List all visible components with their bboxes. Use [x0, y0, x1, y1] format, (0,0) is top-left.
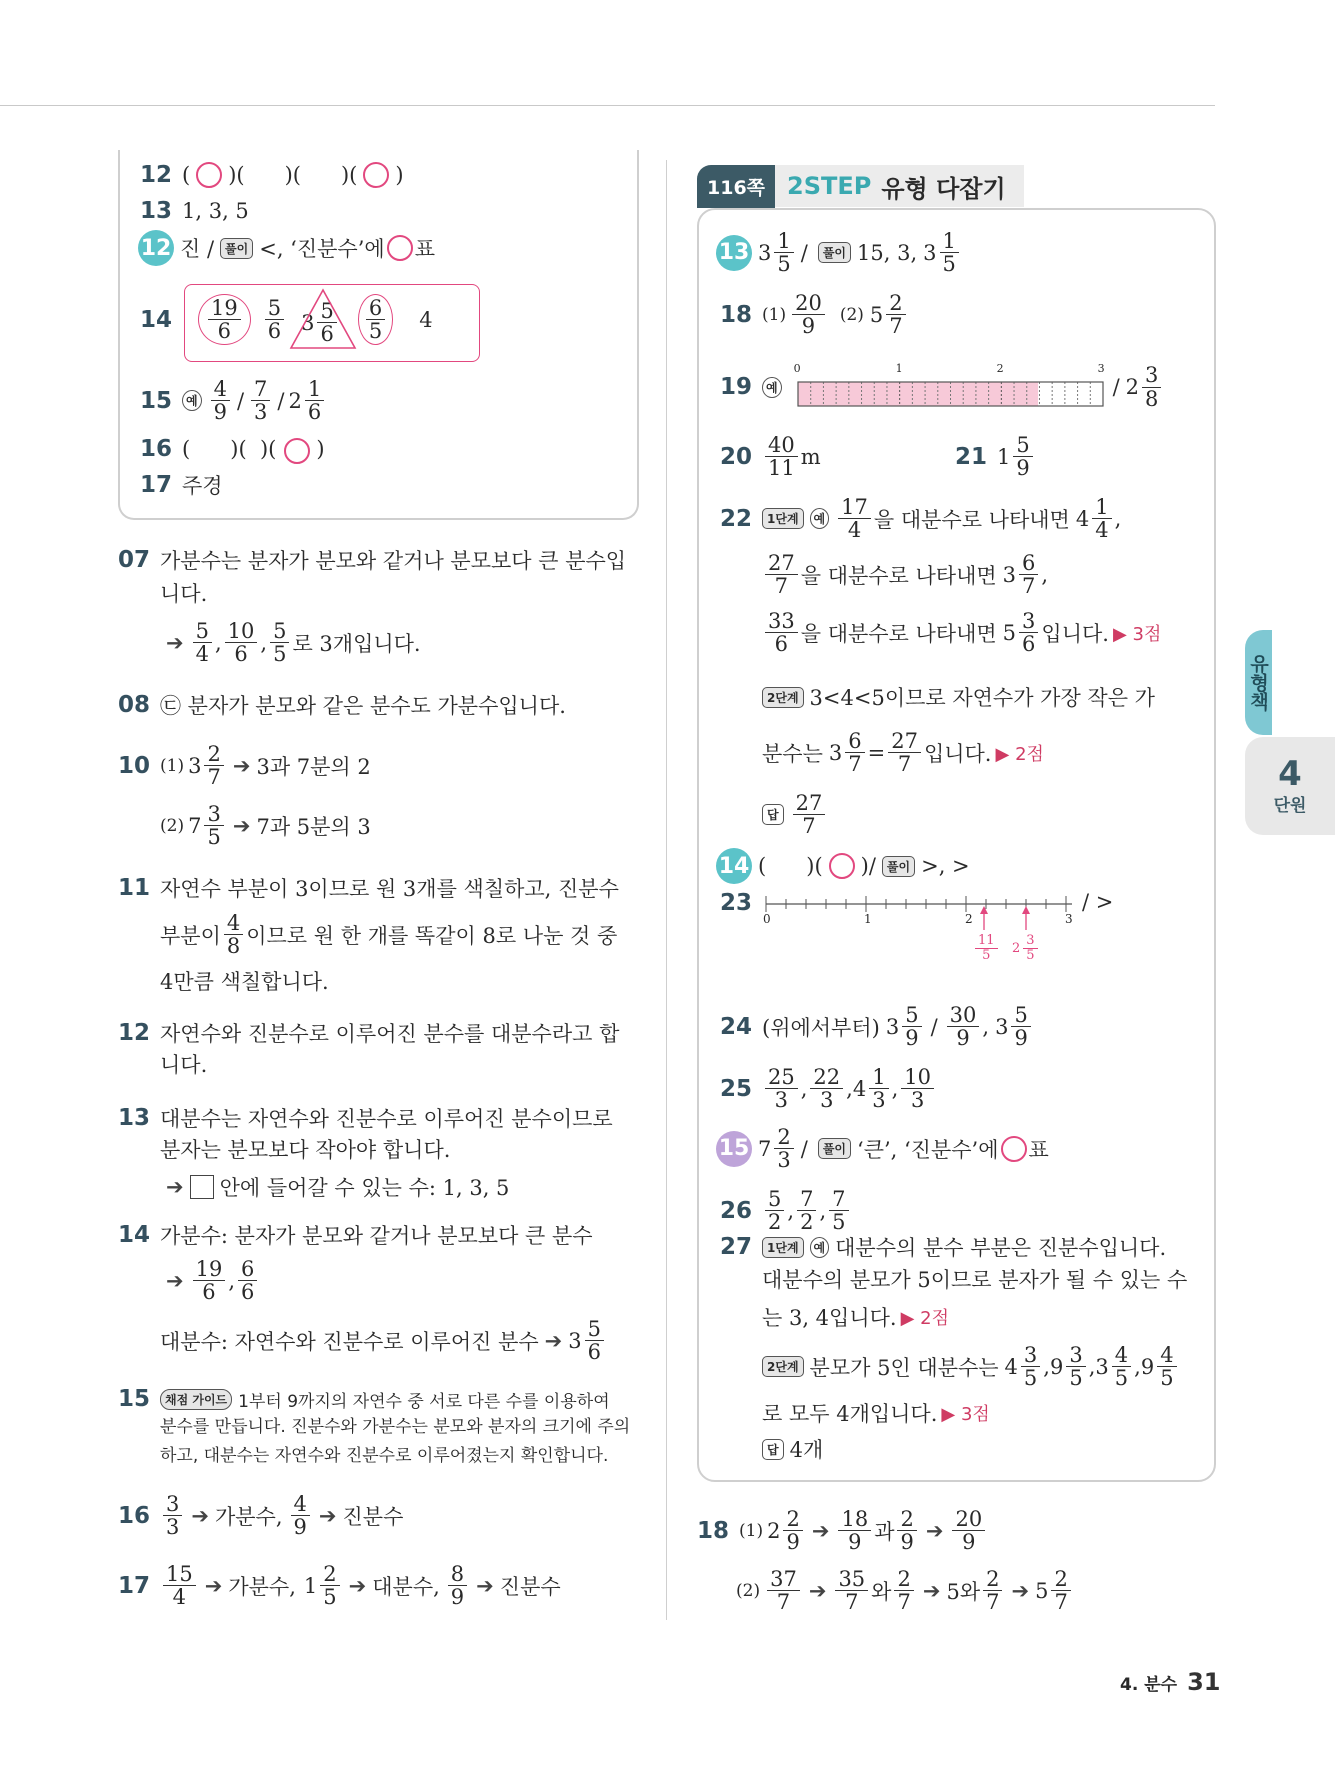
rb-row-22c: $\frac{33}{6}$ 을 대분수로 나타내면 5 $\frac{3}{6}$ 입니다. ▶ 3점	[762, 610, 1161, 655]
p07-line3: ➔ $\frac{5}{4}$ , $\frac{10}{6}$ , $\frac{5}{5}$ 로 3개입니다.	[166, 619, 421, 667]
rb-badge-14: 14 ( )( )/ 풀이 >, >	[716, 848, 970, 884]
p13-line1: 13 대분수는 자연수와 진분수로 이루어진 분수이므로	[118, 1105, 613, 1131]
bar-model	[792, 362, 1107, 412]
number-line: 0 1 2 3 $\frac{11}{5}$ 2 $\frac{3}{5}$	[762, 890, 1082, 990]
shaded-bar: 0 1 2 3	[792, 362, 1107, 412]
solution-tag: 풀이	[818, 242, 851, 263]
answer-tag: 답	[762, 804, 784, 825]
p07-line1: 07 가분수는 분자가 분모와 같거나 분모보다 큰 분수입	[118, 547, 627, 573]
rb-row-26: 26 $\frac{5}{2}$ , $\frac{7}{2}$ , $\frac{7}{5}$	[720, 1188, 852, 1233]
answer-tag: 답	[762, 1439, 784, 1460]
side-tabs	[1245, 630, 1335, 835]
page-number: 31	[1187, 1668, 1221, 1696]
rb-row-22f: 답 $\frac{27}{7}$	[762, 792, 828, 837]
lb-row-12: 12 ( )( )( )( )	[140, 162, 404, 188]
tab-unit[interactable]: 4 단원	[1245, 737, 1335, 835]
p15-line3: 하고, 대분수는 자연수와 진분수로 이루어졌는지 확인합니다.	[160, 1446, 609, 1466]
grading-guide-tag: 채점 가이드	[160, 1389, 232, 1410]
p11-line1: 11 자연수 부분이 3이므로 원 3개를 색칠하고, 진분수	[118, 875, 619, 901]
solution-tag: 풀이	[220, 238, 253, 259]
top-rule	[0, 105, 1215, 106]
p13-line2: 분자는 분모보다 작아야 합니다.	[160, 1138, 451, 1162]
tab-type-book[interactable]: 유형책	[1245, 630, 1272, 735]
rb-row-23: 23 0 1 2 3 $\frac{11}{5}$ 2 $\frac{3}{5}$ / >	[720, 890, 1113, 990]
p16: 16 $\frac{3}{3}$ ➔ 가분수, $\frac{4}{9}$ ➔ 진분수	[118, 1492, 404, 1540]
lb-row-13: 13 1, 3, 5	[140, 198, 249, 224]
p13-line3: ➔ 안에 들어갈 수 있는 수: 1, 3, 5	[166, 1175, 510, 1200]
rb-row-27d: 2단계 분모가 5인 대분수는 4 $\frac{3}{5}$ , 9 $\frac{3}{5}$ , 3 $\frac{4}{5}$ , 9 $\frac{4}{5}$	[762, 1344, 1180, 1389]
circle-mark-icon	[196, 162, 222, 188]
column-divider	[666, 160, 667, 1620]
circle-mark-icon	[284, 438, 310, 464]
rb-row-24: 24 (위에서부터) 3 $\frac{5}{9}$ / $\frac{30}{9}$ , 3 $\frac{5}{9}$	[720, 1004, 1034, 1049]
lb-row-16: 16 ( )( )( )	[140, 436, 325, 462]
rb-row-19: 19 예 0 1 2 3 / 2 $\frac{3}{8}$	[720, 362, 1164, 412]
p14-line1: 14 가분수: 분자가 분모와 같거나 분모보다 큰 분수	[118, 1222, 593, 1248]
badge-14: 14	[716, 848, 752, 884]
circle-mark-icon	[387, 235, 413, 261]
step2-tag: 2단계	[762, 1356, 804, 1377]
lb-row-14: 14 $\frac{19}{6}$ $\frac{5}{6}$ 3 $\frac{5}{6}$ $\frac{6}{5}$ 4	[140, 294, 433, 345]
badge-12: 12	[138, 230, 174, 266]
p11-line3: 4만큼 색칠합니다.	[160, 970, 329, 994]
example-tag: 예	[762, 377, 782, 398]
rb-row-27a: 27 1단계 예 대분수의 분수 부분은 진분수입니다.	[720, 1234, 1167, 1260]
section-header: 116쪽 2STEP 유형 다잡기	[697, 165, 1024, 207]
p14-line3: 대분수: 자연수와 진분수로 이루어진 분수 ➔ 3 $\frac{5}{6}$	[160, 1318, 607, 1363]
p14-line2: ➔ $\frac{19}{6}$ , $\frac{6}{6}$	[160, 1258, 260, 1303]
rb-row-27f: 답 4개	[762, 1434, 823, 1464]
rb-badge-15: 15 7 $\frac{2}{3}$ / 풀이 ‘큰’, ‘진분수’에 표	[716, 1126, 1049, 1171]
page-footer	[1120, 1668, 1220, 1696]
example-tag: 예	[810, 1237, 830, 1258]
lb-row-15: 15 예 $\frac{4}{9}$ / $\frac{7}{3}$ / 2 $\frac{1}{6}$	[140, 378, 327, 423]
p12-line1: 12 자연수와 진분수로 이루어진 분수를 대분수라고 합	[118, 1020, 620, 1046]
rb-row-22a: 22 1단계 예 $\frac{17}{4}$ 을 대분수로 나타내면 4 $\frac{1}{4}$ ,	[720, 495, 1122, 543]
step2-tag: 2단계	[762, 687, 804, 708]
circle-mark-icon	[363, 162, 389, 188]
example-tag: 예	[810, 508, 830, 529]
rb-row-27e: 로 모두 4개입니다. ▶ 3점	[762, 1402, 990, 1426]
blank-box-icon	[190, 1175, 214, 1199]
p10-2: (2) 7 $\frac{3}{5}$ ➔ 7과 5분의 3	[160, 802, 371, 850]
step1-tag: 1단계	[762, 508, 804, 529]
step1-tag: 1단계	[762, 1237, 804, 1258]
r18b-2: (2) $\frac{37}{7}$ ➔ $\frac{35}{7}$ 와 $\frac{2}{7}$ ➔ 5와 $\frac{2}{7}$ ➔ 5 $\frac{2}{7}$	[736, 1568, 1074, 1613]
p10-1: 10 (1) 3 $\frac{2}{7}$ ➔ 3과 7분의 2	[118, 742, 371, 790]
circled-fraction: $\frac{19}{6}$	[198, 294, 251, 345]
rb-row-22b: $\frac{27}{7}$ 을 대분수로 나타내면 3 $\frac{6}{7}$ ,	[762, 552, 1048, 597]
rb-badge-13: 13 3 $\frac{1}{5}$ / 풀이 15, 3, 3 $\frac{1}{5}$	[716, 230, 962, 275]
rb-row-18: 18 (1) $\frac{20}{9}$ (2) 5 $\frac{2}{7}$	[720, 292, 909, 337]
solution-tag: 풀이	[882, 856, 915, 877]
circle-mark-icon	[829, 853, 855, 879]
circled-fraction: $\frac{6}{5}$	[358, 294, 393, 345]
rb-row-27b: 대분수의 분모가 5이므로 분자가 될 수 있는 수	[762, 1268, 1188, 1292]
solution-tag: 풀이	[818, 1138, 851, 1159]
p15-line2: 분수를 만듭니다. 진분수와 가분수는 분모와 분자의 크기에 주의	[160, 1417, 631, 1437]
badge-13: 13	[716, 235, 752, 271]
rb-row-25: 25 $\frac{25}{3}$ , $\frac{22}{3}$ , 4 $\frac{1}{3}$ , $\frac{10}{3}$	[720, 1066, 937, 1111]
example-tag: 예	[182, 390, 202, 411]
lb-row-17: 17 주경	[140, 472, 223, 498]
chapter-label: 4. 분수	[1120, 1675, 1178, 1695]
rb-row-27c: 는 3, 4입니다. ▶ 2점	[762, 1306, 949, 1330]
rb-row-22d: 2단계 3<4<5이므로 자연수가 가장 작은 가	[762, 682, 1155, 712]
circle-mark-icon	[1001, 1136, 1027, 1162]
p17: 17 $\frac{15}{4}$ ➔ 가분수, 1 $\frac{2}{5}$ ➔ 대분수, $\frac{8}{9}$ ➔ 진분수	[118, 1562, 561, 1610]
p12-line2: 니다.	[160, 1053, 208, 1077]
r18b-1: 18 (1) 2 $\frac{2}{9}$ ➔ $\frac{18}{9}$ 과 $\frac{2}{9}$ ➔ $\frac{20}{9}$	[697, 1508, 988, 1553]
rb-row-20: 20 $\frac{40}{11}$ m	[720, 433, 821, 481]
badge-15: 15	[716, 1131, 752, 1167]
rb-row-22e: 분수는 3 $\frac{6}{7}$ = $\frac{27}{7}$ 입니다. ▶ 2점	[762, 729, 1044, 777]
p08: 08 ㉢ 분자가 분모와 같은 분수도 가분수입니다.	[118, 692, 566, 718]
p11-line2: 부분이 $\frac{4}{8}$ 이므로 원 한 개를 똑같이 8로 나눈 것 중	[160, 911, 618, 959]
p15-line1: 15 채점 가이드 1부터 9까지의 자연수 중 서로 다른 수를 이용하여	[118, 1386, 610, 1412]
page-ref-badge: 116쪽	[697, 165, 775, 208]
rb-row-21: 21 1 $\frac{5}{9}$	[955, 434, 1036, 479]
triangled-fraction: 3 $\frac{5}{6}$	[297, 294, 344, 345]
p07-line2: 니다.	[160, 582, 208, 606]
lb-badge-12: 12 진 / 풀이 <, ‘진분수’에 표	[138, 230, 435, 266]
triangle-icon	[289, 288, 357, 350]
